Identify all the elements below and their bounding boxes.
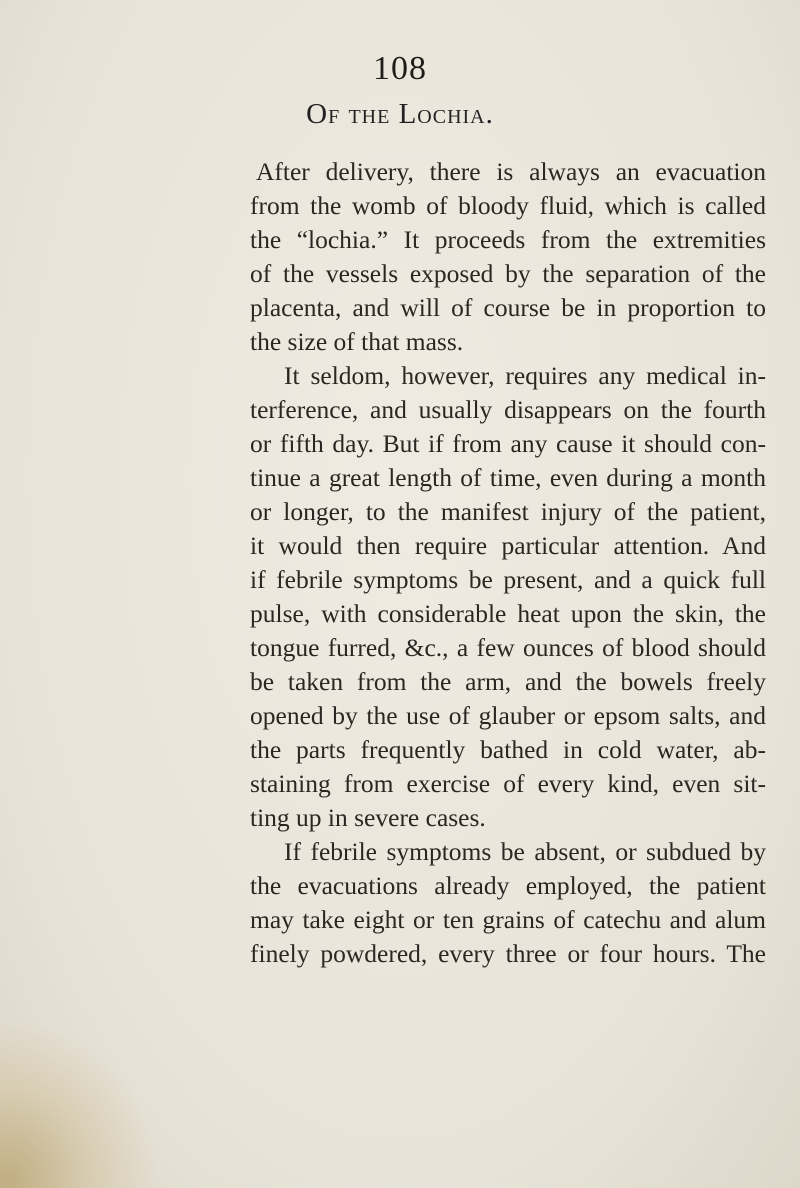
text-line: placenta, and will of course be in proportion to: [250, 293, 766, 322]
text-line: If febrile symptoms be absent, or subdued by: [284, 837, 766, 866]
text-line: tongue furred, &c., a few ounces of blood should: [250, 633, 766, 662]
text-line: After delivery, there is always an evacuation: [256, 157, 766, 186]
text-line: terference, and usually disappears on the fourth: [250, 395, 766, 424]
text-line: tinue a great length of time, even during a month: [250, 463, 766, 492]
text-line: the parts frequently bathed in cold water, ab-: [250, 735, 766, 764]
chapter-title: Of the Lochia.: [306, 98, 494, 130]
text-line: may take eight or ten grains of catechu and alum: [250, 905, 766, 934]
page-stain: [0, 1020, 160, 1188]
text-line: finely powdered, every three or four hours. The: [250, 939, 766, 968]
text-line: pulse, with considerable heat upon the skin, the: [250, 599, 766, 628]
text-line: it would then require particular attention. And: [250, 531, 766, 560]
text-line: the evacuations already employed, the patient: [250, 871, 766, 900]
text-line: staining from exercise of every kind, even sit-: [250, 769, 766, 798]
text-line: or longer, to the manifest injury of the patient,: [250, 497, 766, 526]
text-line: or fifth day. But if from any cause it should con-: [250, 429, 766, 458]
text-line: opened by the use of glauber or epsom salts, and: [250, 701, 766, 730]
text-line: the size of that mass.: [250, 327, 464, 356]
page-number: 108: [373, 50, 427, 87]
text-line: It seldom, however, requires any medical in-: [284, 361, 766, 390]
text-line: the “lochia.” It proceeds from the extremities: [250, 225, 766, 254]
text-line: if febrile symptoms be present, and a quick full: [250, 565, 766, 594]
text-line: be taken from the arm, and the bowels freely: [250, 667, 766, 696]
text-line: from the womb of bloody fluid, which is called: [250, 191, 766, 220]
text-line: of the vessels exposed by the separation of the: [250, 259, 766, 288]
text-line: ting up in severe cases.: [250, 803, 486, 832]
